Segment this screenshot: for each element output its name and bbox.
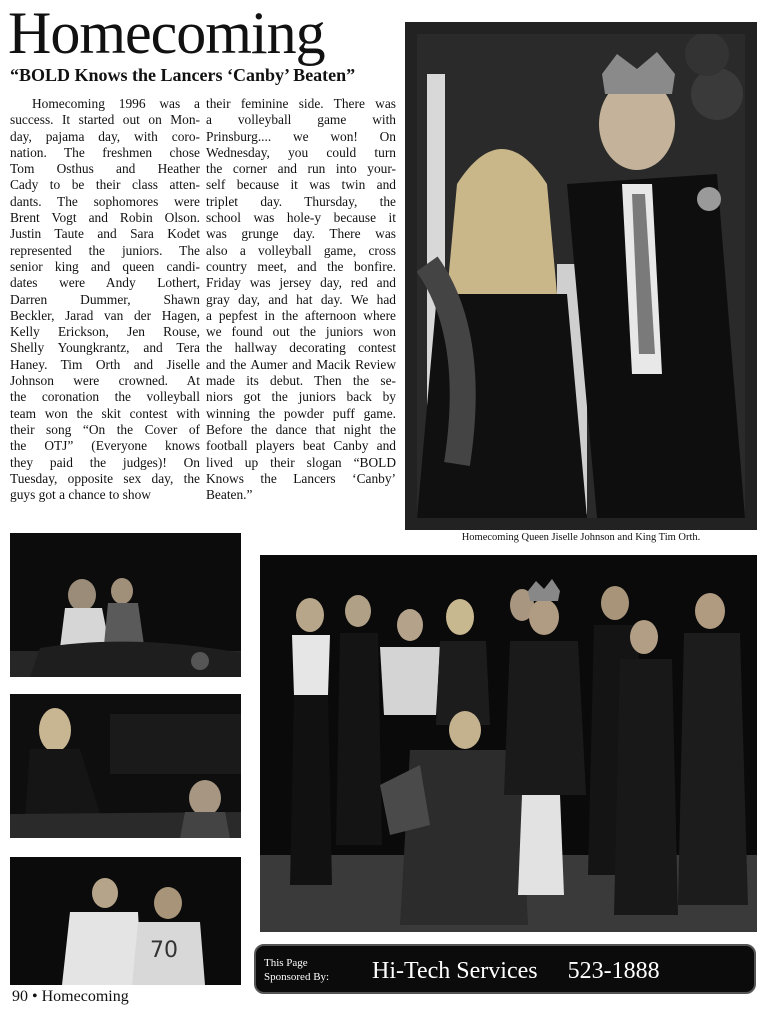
article-line: and the Aumer and Macik Review [206, 356, 396, 372]
article-line: senior king and queen candi- [10, 258, 200, 274]
article-line: the OTJ” (Everyone knows [10, 438, 200, 454]
article-line: gray day, and hat day. We had [206, 291, 396, 307]
article-line: Justin Taute and Sara Kodet [10, 226, 200, 242]
article-line: Prinsburg.... we won! On [206, 128, 396, 144]
article-line: country meet, and the bonfire. [206, 258, 396, 274]
article-line: their song “On the Cover of [10, 421, 200, 437]
article-line: day, pajama day, with coro- [10, 128, 200, 144]
footer-bullet: • [32, 988, 38, 1005]
article-line: the corner and run into your- [206, 161, 396, 177]
sponsor-name-and-phone [372, 957, 660, 985]
article-line: school was hole-y because it [206, 210, 396, 226]
article-line: Beckler, Jarad van der Hagen, [10, 307, 200, 323]
article-line: Cady to be their class atten- [10, 177, 200, 193]
article-line: Beaten.” [206, 487, 253, 503]
article-line: was grunge day. There was [206, 226, 396, 242]
main-photo-caption: Homecoming Queen Jiselle Johnson and King Tim Orth. [461, 532, 701, 543]
couple-photo [10, 857, 241, 985]
article-line: Tuesday, opposite sex day, the [10, 470, 200, 486]
page-subtitle: “BOLD Knows the Lancers ‘Canby’ Beaten” [10, 65, 356, 85]
article-line: winning the powder puff game. [206, 405, 396, 421]
float-parade-photo [10, 533, 241, 677]
sponsor-label-line2: Sponsored By: [264, 971, 330, 983]
page-footer [12, 987, 129, 1007]
article-line: Shelly Youngkrantz, and Tera [10, 340, 200, 356]
article-line: they paid the judges)! On [10, 454, 200, 470]
article-line: Kelly Erickson, Jen Rouse, [10, 324, 200, 340]
article-column-1 [10, 96, 200, 503]
article-line: dants. The sophomores were [10, 193, 200, 209]
article-line: also a volleyball game, cross [206, 242, 396, 258]
king-queen-photo [417, 34, 745, 518]
article-line: Homecoming 1996 was a [32, 96, 200, 111]
girl-on-float-photo [10, 694, 241, 838]
article-line: Johnson were crowned. At [10, 373, 200, 389]
article-line: football players beat Canby and [206, 438, 396, 454]
article-line: Haney. Tim Orth and Jiselle [10, 356, 200, 372]
article-line: Tom Osthus and Heather [10, 161, 200, 177]
article-line: guys got a chance to show [10, 487, 151, 503]
article-line: Friday was jersey day, red and [206, 275, 396, 291]
article-line: a volleyball game with [206, 112, 396, 128]
article-line: their feminine side. There was [206, 96, 396, 111]
article-line: the coronation the volleyball [10, 389, 200, 405]
article-line: self because it was twin and [206, 177, 396, 193]
page-title: Homecoming [8, 0, 325, 66]
article-line: represented the juniors. The [10, 242, 200, 258]
article-line: Knows the Lancers ‘Canby’ [206, 470, 396, 486]
article-column-2 [206, 96, 396, 503]
sponsor-label-line1: This Page [264, 957, 308, 969]
article-line: Brent Vogt and Robin Olson. [10, 210, 200, 226]
article-line: Wednesday, you could turn [206, 144, 396, 160]
svg-text:70: 70 [150, 938, 178, 963]
article-line: we found out the juniors won [206, 324, 396, 340]
sponsor-name: Hi-Tech Services [372, 958, 538, 984]
sponsor-phone: 523-1888 [567, 958, 660, 984]
article-line: lived up their slogan “BOLD [206, 454, 396, 470]
sponsor-label [264, 956, 329, 984]
article-line: nation. The freshmen chose [10, 144, 200, 160]
article-line: Darren Dummer, Shawn [10, 291, 200, 307]
page-number: 90 [12, 988, 28, 1005]
sponsor-banner [254, 944, 756, 994]
article-line: niors got the juniors back by [206, 389, 396, 405]
main-photo-frame [405, 22, 757, 530]
article-line: team won the skit contest with [10, 405, 200, 421]
footer-section: Homecoming [41, 988, 129, 1005]
article-line: success. It started out on Mon- [10, 112, 200, 128]
article-line: made its debut. Then the se- [206, 373, 396, 389]
royalty-group-photo [260, 555, 757, 932]
article-line: Before the dance that night the [206, 421, 396, 437]
article-line: dates were Andy Lothert, [10, 275, 200, 291]
article-line: triplet day. Thursday, the [206, 193, 396, 209]
article-line: the hallway decorating contest [206, 340, 396, 356]
article-line: a pepfest in the afternoon where [206, 307, 396, 323]
